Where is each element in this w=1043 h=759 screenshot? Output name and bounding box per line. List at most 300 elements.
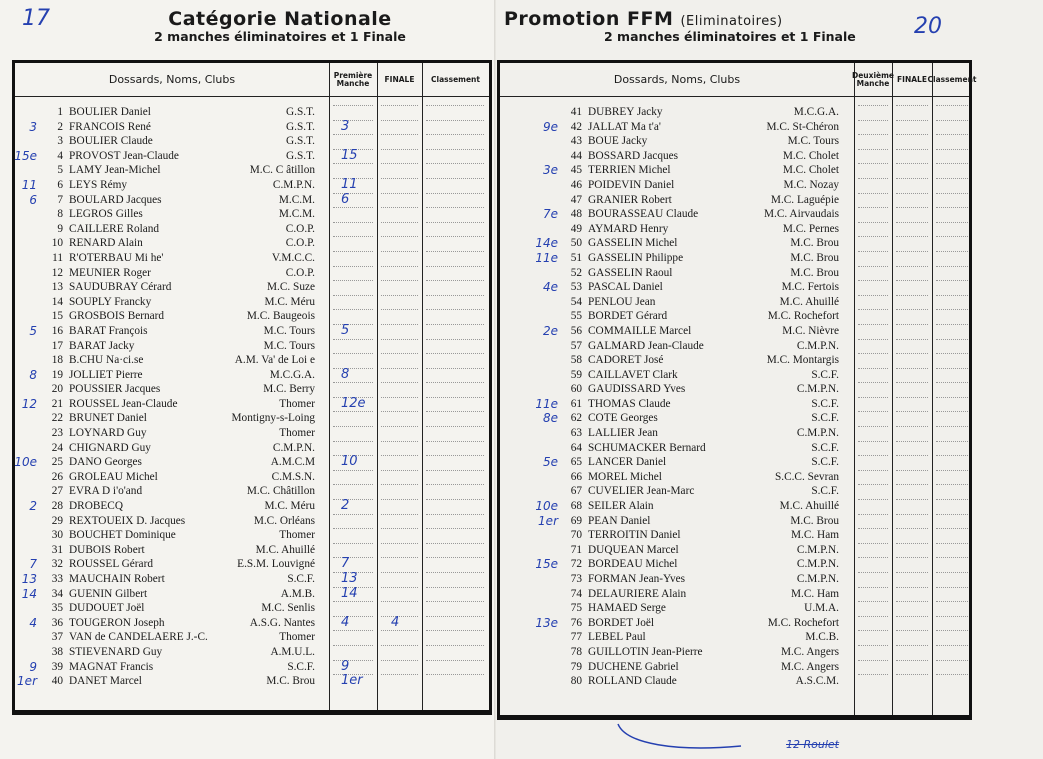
rider-name: PEAN Daniel [588,514,651,527]
rider-name: RENARD Alain [69,237,143,250]
final-cell [381,411,418,412]
table-row [15,674,489,689]
rider-name: VAN de CANDELAERE J.-C. [69,631,208,644]
dossard-number: 3 [57,135,63,148]
dossard-number: 58 [570,354,582,367]
table-row [15,470,489,485]
dossard-number: 36 [51,616,63,629]
rank-cell [426,163,484,164]
table-row [15,120,489,135]
final-cell [381,470,418,471]
rank-cell [426,499,484,500]
table-row [15,645,489,660]
rider-name: BORDET Joël [588,616,655,629]
final-cell [896,411,928,412]
rider-club: C.O.P. [285,237,315,250]
rider-club: C.O.P. [285,266,315,279]
table-row [15,528,489,543]
round-result-handwritten: 13 [341,571,358,586]
round-cell [858,543,888,544]
dossard-number: 50 [570,237,582,250]
table-row [15,616,489,631]
rider-club: M.C.M. [278,193,315,206]
dossard-number: 13 [51,281,63,294]
table-row [15,455,489,470]
table-row [500,339,969,354]
round-cell [333,616,373,617]
final-cell [896,324,928,325]
rider-name: THOMAS Claude [588,397,671,410]
rider-club: C.M.P.N. [796,558,839,571]
rider-name: GAUDISSARD Yves [588,383,686,396]
rider-name: GASSELIN Philippe [588,251,684,264]
dossard-number: 62 [570,412,582,425]
dossard-number: 20 [51,383,63,396]
rank-cell [936,660,968,661]
rank-cell [936,382,968,383]
rider-name: MAUCHAIN Robert [69,573,165,585]
margin-rank-handwritten: 1er [538,513,558,528]
rider-club: M.C. Brou [790,266,839,279]
final-cell [381,441,418,442]
rider-club: M.C. Laguépie [770,193,839,206]
rider-club: M.C. Ham [790,587,839,600]
dossard-number: 4 [57,149,63,162]
final-cell [381,645,418,646]
round-cell [333,207,373,208]
margin-rank-handwritten: 13 [21,572,37,586]
dossard-number: 40 [51,675,63,688]
round-result-handwritten: 5 [341,322,350,338]
table-row [15,441,489,456]
table-row [500,587,969,602]
round-result-handwritten: 11 [341,176,358,192]
final-cell [381,251,418,252]
rank-cell [426,674,484,675]
final-cell [896,382,928,383]
round-cell [858,382,888,383]
rider-club: A.M.C.M [270,456,315,469]
dossard-number: 71 [570,543,582,556]
rider-name: BOSSARD Jacques [588,149,679,162]
round-cell [858,149,888,150]
dossard-number: 65 [570,456,582,469]
rider-club: M.C. Angers [780,645,839,658]
final-cell [896,426,928,427]
rank-cell [936,134,968,135]
rider-name: BORDET Gérard [588,310,668,323]
rider-club: S.C.F. [811,485,839,498]
rider-name: HAMAED Serge [588,602,666,615]
dossard-number: 28 [51,500,63,513]
bottom-handwritten-note: 12 Roulet [786,738,839,751]
rank-cell [426,120,484,121]
table-row [500,441,969,456]
table-row [15,251,489,266]
dossard-number: 61 [570,397,582,410]
rank-cell [426,411,484,412]
rider-club: M.C. Berry [263,383,315,396]
table-row [15,484,489,499]
final-cell [381,616,418,617]
dossard-number: 16 [51,324,63,337]
margin-rank-handwritten: 5e [542,455,558,470]
dossard-number: 69 [570,514,582,527]
rider-club: M.C. Ahuillé [779,500,839,513]
dossard-number: 75 [570,602,582,615]
rider-name: DROBECQ [69,500,123,513]
table-row [15,324,489,339]
rank-cell [426,339,484,340]
rank-cell [426,105,484,106]
final-cell [381,236,418,237]
rider-club: M.C.G.A. [269,368,315,381]
rank-cell [426,251,484,252]
rider-name: BORDEAU Michel [588,558,678,571]
round-cell [858,266,888,267]
round-cell [333,134,373,135]
final-cell [381,484,418,485]
round-cell [333,353,373,354]
rider-club: M.C. Brou [790,514,839,527]
rider-club: Thomer [279,529,315,542]
rank-cell [426,178,484,179]
table-row [15,630,489,645]
rider-name: BOUCHET Dominique [69,529,176,542]
final-cell [381,120,418,121]
round-cell [858,134,888,135]
rider-name: GASSELIN Raoul [588,266,673,279]
final-cell [381,543,418,544]
table-row [500,484,969,499]
round-cell [333,368,373,369]
rank-cell [426,353,484,354]
final-cell [896,470,928,471]
rider-club: M.C. Cholet [782,149,839,162]
round-cell [858,660,888,661]
rider-club: M.C. Méru [264,500,315,513]
final-cell [896,120,928,121]
rider-club: M.C. Airvaudais [764,208,839,221]
rank-cell [936,397,968,398]
dossard-number: 19 [51,368,63,381]
table-row [500,120,969,135]
rider-name: R'OTERBAU Mi he' [69,251,164,264]
dossard-number: 35 [51,602,63,615]
margin-rank-handwritten: 15e [535,557,558,572]
rank-cell [426,543,484,544]
round-cell [858,178,888,179]
round-cell [333,441,373,442]
final-cell [381,163,418,164]
rider-club: M.C. Brou [790,237,839,250]
round-cell [858,353,888,354]
round-result-handwritten: 10 [341,454,358,470]
final-cell [896,193,928,194]
round-cell [333,339,373,340]
round-cell [333,324,373,325]
dossard-number: 55 [570,310,582,323]
round-cell [333,266,373,267]
dossard-number: 67 [570,485,582,498]
rank-cell [936,236,968,237]
round-cell [333,236,373,237]
rider-club: M.C. Nièvre [782,324,839,337]
round-cell [333,193,373,194]
rank-cell [426,397,484,398]
dossard-number: 44 [570,149,582,162]
table-row [15,499,489,514]
rank-cell [936,178,968,179]
table-row [500,411,969,426]
dossard-number: 72 [570,558,582,571]
table-row [500,309,969,324]
rank-cell [426,368,484,369]
rider-club: Montigny-s-Loing [231,412,315,425]
col-header-main: Dossards, Noms, Clubs [613,72,741,86]
rank-cell [936,105,968,106]
round-cell [858,587,888,588]
final-cell [381,455,418,456]
left-rows [15,105,489,689]
table-row [15,411,489,426]
round-cell [333,660,373,661]
dossard-number: 49 [570,222,582,235]
round-cell [858,455,888,456]
round-cell [333,426,373,427]
dossard-number: 48 [570,208,582,221]
rider-name: CAILLERE Roland [69,222,160,235]
rider-club: S.C.F. [811,441,839,454]
rider-name: COMMAILLE Marcel [588,324,692,337]
rider-name: COTE Georges [588,412,658,425]
right-page-subtitle: 2 manches éliminatoires et 1 Finale [604,29,856,44]
table-row [15,587,489,602]
table-row [500,426,969,441]
rank-cell [936,557,968,558]
margin-rank-handwritten: 11e [535,396,558,411]
table-row [15,660,489,675]
rank-cell [936,163,968,164]
round-cell [333,163,373,164]
rank-cell [426,266,484,267]
rider-club: M.C. Montargis [766,354,839,367]
rider-club: M.C. Tours [263,339,315,352]
table-row [500,674,969,689]
rider-name: BOUE Jacky [588,135,648,148]
right-page-number-handwritten: 20 [914,14,942,39]
table-row [15,339,489,354]
rank-cell [426,193,484,194]
rider-name: TOUGERON Joseph [69,616,165,629]
rank-cell [936,455,968,456]
table-row [500,543,969,558]
final-result-handwritten: 4 [391,614,400,630]
rank-cell [426,280,484,281]
rider-name: TERRIEN Michel [588,164,671,177]
rank-cell [936,514,968,515]
rank-cell [426,149,484,150]
dossard-number: 37 [51,631,63,644]
col-header-rank: Classement [927,74,977,84]
final-cell [381,674,418,675]
rank-cell [936,470,968,471]
round-cell [858,105,888,106]
rider-name: DELAURIERE Alain [588,587,687,600]
round-cell [333,499,373,500]
rank-cell [426,309,484,310]
table-row [500,251,969,266]
rank-cell [936,645,968,646]
table-row [500,222,969,237]
rider-name: DUQUEAN Marcel [588,543,679,556]
margin-rank-handwritten: 10e [535,499,558,514]
final-cell [896,309,928,310]
rider-name: DUBOIS Robert [69,543,145,556]
dossard-number: 17 [51,339,63,352]
table-row [15,105,489,120]
rank-cell [936,528,968,529]
rider-club: G.S.T. [286,149,315,162]
rider-club: M.C.G.A. [793,106,839,118]
rank-cell [426,222,484,223]
table-row [500,499,969,514]
round-result-handwritten: 14 [341,585,358,601]
margin-rank-handwritten: 11 [21,177,37,192]
margin-rank-handwritten: 4e [542,280,558,295]
rider-name: REXTOUEIX D. Jacques [69,514,186,527]
rider-name: LEBEL Paul [588,631,646,644]
round-cell [858,630,888,631]
rider-name: ROUSSEL Gérard [69,558,153,571]
table-row [15,178,489,193]
dossard-number: 66 [570,470,582,483]
final-cell [896,557,928,558]
rank-cell [426,601,484,602]
rank-cell [426,455,484,456]
rider-club: A.M. Va' de Loi e [234,354,315,367]
left-page-subtitle: 2 manches éliminatoires et 1 Finale [154,29,406,44]
rank-cell [936,484,968,485]
rank-cell [426,484,484,485]
round-cell [333,411,373,412]
rider-name: LAMY Jean-Michel [69,164,161,177]
rank-cell [936,601,968,602]
dossard-number: 27 [51,485,63,498]
rider-club: M.C. Châtillon [246,485,315,498]
rider-name: LANCER Daniel [588,456,667,469]
table-row [15,280,489,295]
rider-name: CHIGNARD Guy [69,441,151,454]
round-result-handwritten: 3 [341,118,350,134]
rank-cell [936,339,968,340]
final-cell [896,674,928,675]
rider-name: BARAT Jacky [69,339,135,352]
final-cell [381,601,418,602]
dossard-number: 30 [51,529,63,542]
rank-cell [936,324,968,325]
col-header-main: Dossards, Noms, Clubs [108,72,236,86]
table-row [15,207,489,222]
round-result-handwritten: 4 [341,614,350,630]
table-row [15,309,489,324]
round-cell [858,295,888,296]
final-cell [381,178,418,179]
rank-cell [426,514,484,515]
round-cell [858,280,888,281]
final-cell [381,630,418,631]
table-row [500,572,969,587]
col-header-final: FINALE [384,74,415,84]
left-page-number-handwritten: 17 [22,6,50,31]
rider-club: E.S.M. Louvigné [237,558,315,571]
final-cell [896,207,928,208]
dossard-number: 15 [51,310,63,323]
dossard-number: 78 [570,645,582,658]
dossard-number: 51 [570,251,582,264]
table-row [15,222,489,237]
rider-name: FRANCOIS René [69,120,151,133]
rider-name: JOLLIET Pierre [69,368,143,381]
round-cell [858,601,888,602]
dossard-number: 63 [570,427,582,440]
rider-club: M.C. Méru [264,295,315,308]
round-cell [333,470,373,471]
final-cell [381,426,418,427]
rank-cell [426,528,484,529]
margin-rank-handwritten: 13e [535,615,558,630]
dossard-number: 42 [570,120,582,133]
rider-name: GALMARD Jean-Claude [588,339,704,352]
margin-rank-handwritten: 4 [29,615,37,630]
header-divider [500,96,969,97]
rider-club: S.C.C. Sevran [774,470,839,483]
round-cell [333,105,373,106]
table-row [500,163,969,178]
round-cell [858,368,888,369]
final-cell [896,178,928,179]
rank-cell [936,120,968,121]
dossard-number: 22 [51,412,63,425]
round-cell [333,601,373,602]
rider-club: M.C. Tours [263,324,315,337]
round-cell [333,484,373,485]
round-cell [858,163,888,164]
rank-cell [936,630,968,631]
final-cell [896,455,928,456]
rider-name: ROUSSEL Jean-Claude [69,397,178,410]
dossard-number: 23 [51,427,63,440]
rider-club: M.C. Pernes [782,222,839,235]
rank-cell [936,266,968,267]
rank-cell [426,324,484,325]
rider-club: C.M.P.N. [272,178,315,191]
rank-cell [426,382,484,383]
round-cell [858,324,888,325]
dossard-number: 76 [570,616,582,629]
rider-name: DANET Marcel [69,675,142,688]
table-row [500,178,969,193]
rider-club: M.C. Orléans [253,514,315,527]
dossard-number: 33 [51,573,63,585]
final-cell [381,222,418,223]
round-result-handwritten: 1er [341,673,363,689]
round-cell [858,528,888,529]
round-cell [858,616,888,617]
rider-name: CAILLAVET Clark [588,368,678,381]
rider-club: C.M.S.N. [271,470,315,483]
round-cell [858,674,888,675]
